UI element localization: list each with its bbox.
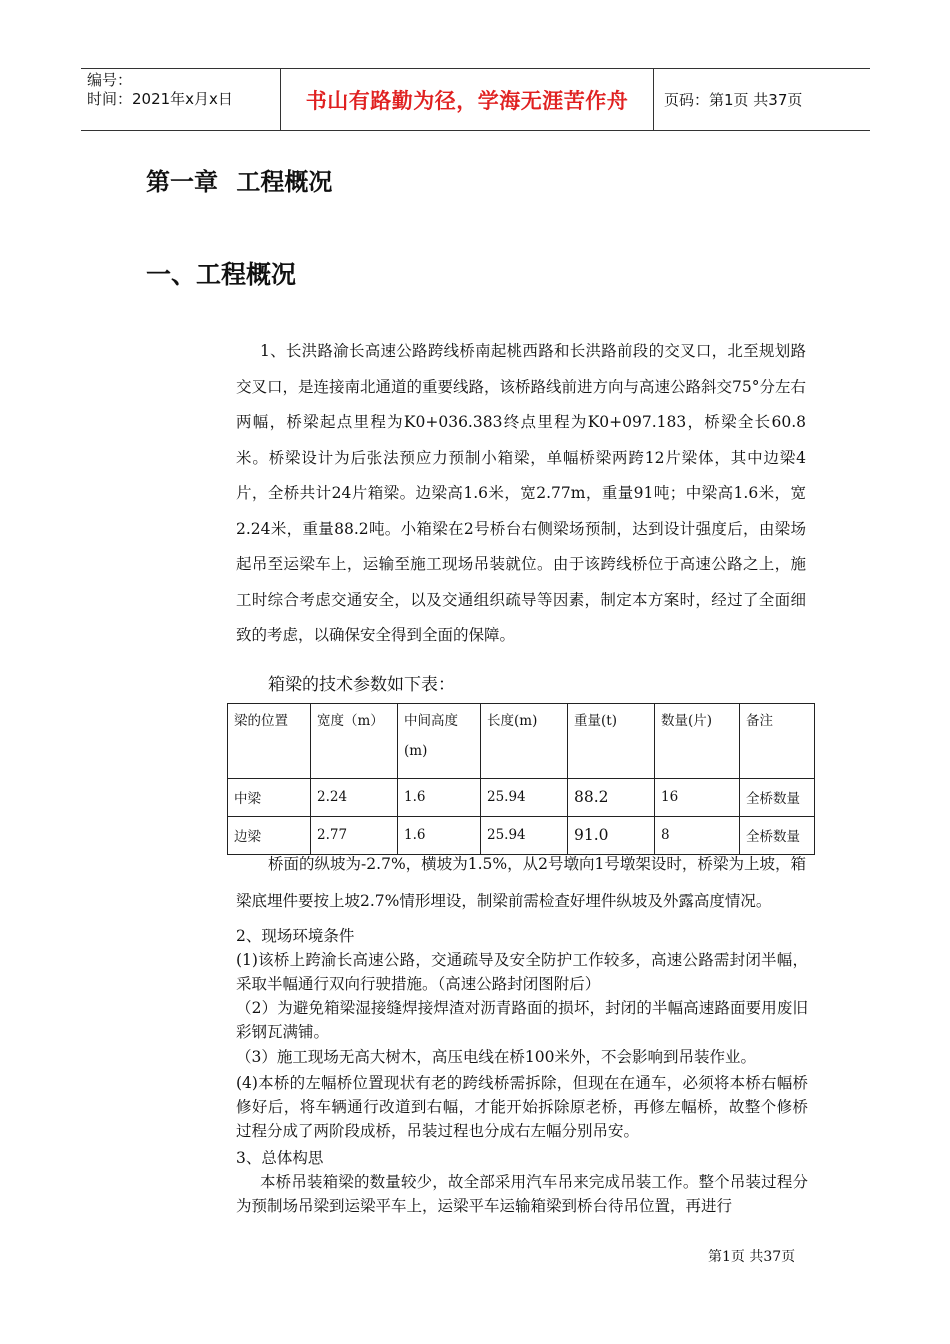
document-date: 时间：2021年x月x日 bbox=[87, 90, 233, 108]
table-header-cell: 数量(片) bbox=[655, 704, 740, 779]
page-header bbox=[81, 68, 870, 131]
table-cell: 2.77 bbox=[311, 817, 398, 855]
table-cell: 91.0 bbox=[568, 817, 655, 855]
table-header-cell: 备注 bbox=[740, 704, 815, 779]
table-header-cell: 重量(t) bbox=[568, 704, 655, 779]
table-header-cell bbox=[398, 704, 481, 779]
box-girder-spec-table bbox=[227, 703, 815, 855]
table-cell: 边梁 bbox=[228, 817, 311, 855]
table-cell: 1.6 bbox=[398, 779, 481, 817]
table-cell: 88.2 bbox=[568, 779, 655, 817]
table-header-row bbox=[228, 704, 815, 779]
table-intro: 箱梁的技术参数如下表： bbox=[268, 675, 455, 695]
header-motto: 书山有路勤为径，学海无涯苦作舟 bbox=[281, 69, 654, 130]
paragraph-slope: 桥面的纵坡为-2.7%，横坡为1.5%，从2号墩向1号墩架设时，桥梁为上坡，箱梁底埋件要按上坡2.7%情形埋设，制梁前需检查好埋件纵坡及外露高度情况。 bbox=[236, 855, 806, 910]
table-cell: 2.24 bbox=[311, 779, 398, 817]
table-cell: 25.94 bbox=[481, 817, 568, 855]
env-item: (4)本桥的左幅桥位置现状有老的跨线桥需拆除，但现在在通车，必须将本桥右幅桥修好后，将车辆通行改道到右幅，才能开始拆除原老桥，再修左幅桥，故整个修桥过程分成了两阶段成桥，吊装过程也分成右左幅分别吊安。 bbox=[236, 1074, 808, 1140]
concept-text: 本桥吊装箱梁的数量较少，故全部采用汽车吊来完成吊装工作。整个吊装过程分为预制场吊梁到运梁平车上，运梁平车运输箱梁到桥台待吊位置，再进行 bbox=[236, 1173, 808, 1215]
header-unit: (m) bbox=[404, 743, 428, 759]
table-cell: 25.94 bbox=[481, 779, 568, 817]
env-title: 2、现场环境条件 bbox=[236, 927, 355, 945]
concept-title: 3、总体构思 bbox=[236, 1149, 324, 1167]
document-number-label: 编号： bbox=[87, 71, 133, 89]
env-item: （3）施工现场无高大树木，高压电线在桥100米外，不会影响到吊装作业。 bbox=[236, 1048, 756, 1066]
table-header-cell: 长度(m) bbox=[481, 704, 568, 779]
header-page-info: 页码：第1页 共37页 bbox=[664, 91, 803, 109]
table-cell: 1.6 bbox=[398, 817, 481, 855]
table-header-cell: 宽度（m） bbox=[311, 704, 398, 779]
table-cell: 中梁 bbox=[228, 779, 311, 817]
table-cell: 16 bbox=[655, 779, 740, 817]
paragraph-project-overview: 1、长洪路渝长高速公路跨线桥南起桃西路和长洪路前段的交叉口，北至规划路交叉口，是连接南北通道的重要线路，该桥路线前进方向与高速公路斜交75°分左右两幅，桥梁起点里程为K0+036.383终点里程为K0+097.183，桥梁全长60.8米。桥梁设计为后张法预应力预制小箱梁，单幅桥梁两跨12片梁体，其中边梁4片，全桥共计24片箱梁。边梁高1.6米，宽2.77m，重量91吨；中梁高1.6米，宽2.24米，重量88.2吨。小箱梁在2号桥台右侧梁场预制，达到设计强度后，由梁场起吊至运梁车上，运输至施工现场吊装就位。由于该跨线桥位于高速公路之上，施工时综合考虑交通安全，以及交通组织疏导等因素，制定本方案时，经过了全面细致的考虑，以确保安全得到全面的保障。 bbox=[236, 342, 806, 644]
header-text: 中间高度 bbox=[404, 713, 458, 729]
chapter-title: 第一章 工程概况 bbox=[146, 168, 333, 196]
env-item: （2）为避免箱梁湿接缝焊接焊渣对沥青路面的损坏，封闭的半幅高速路面要用废旧彩钢瓦满铺。 bbox=[236, 999, 808, 1041]
table-cell: 8 bbox=[655, 817, 740, 855]
env-item: (1)该桥上跨渝长高速公路，交通疏导及安全防护工作较多，高速公路需封闭半幅，采取半幅通行双向行驶措施。（高速公路封闭图附后） bbox=[236, 951, 808, 993]
section-title: 一、工程概况 bbox=[146, 260, 297, 289]
page-footer: 第1页 共37页 bbox=[708, 1249, 796, 1265]
table-header-cell: 梁的位置 bbox=[228, 704, 311, 779]
table-row bbox=[228, 779, 815, 817]
table-cell: 全桥数量 bbox=[740, 817, 815, 855]
table-cell: 全桥数量 bbox=[740, 779, 815, 817]
header-meta bbox=[81, 69, 281, 130]
